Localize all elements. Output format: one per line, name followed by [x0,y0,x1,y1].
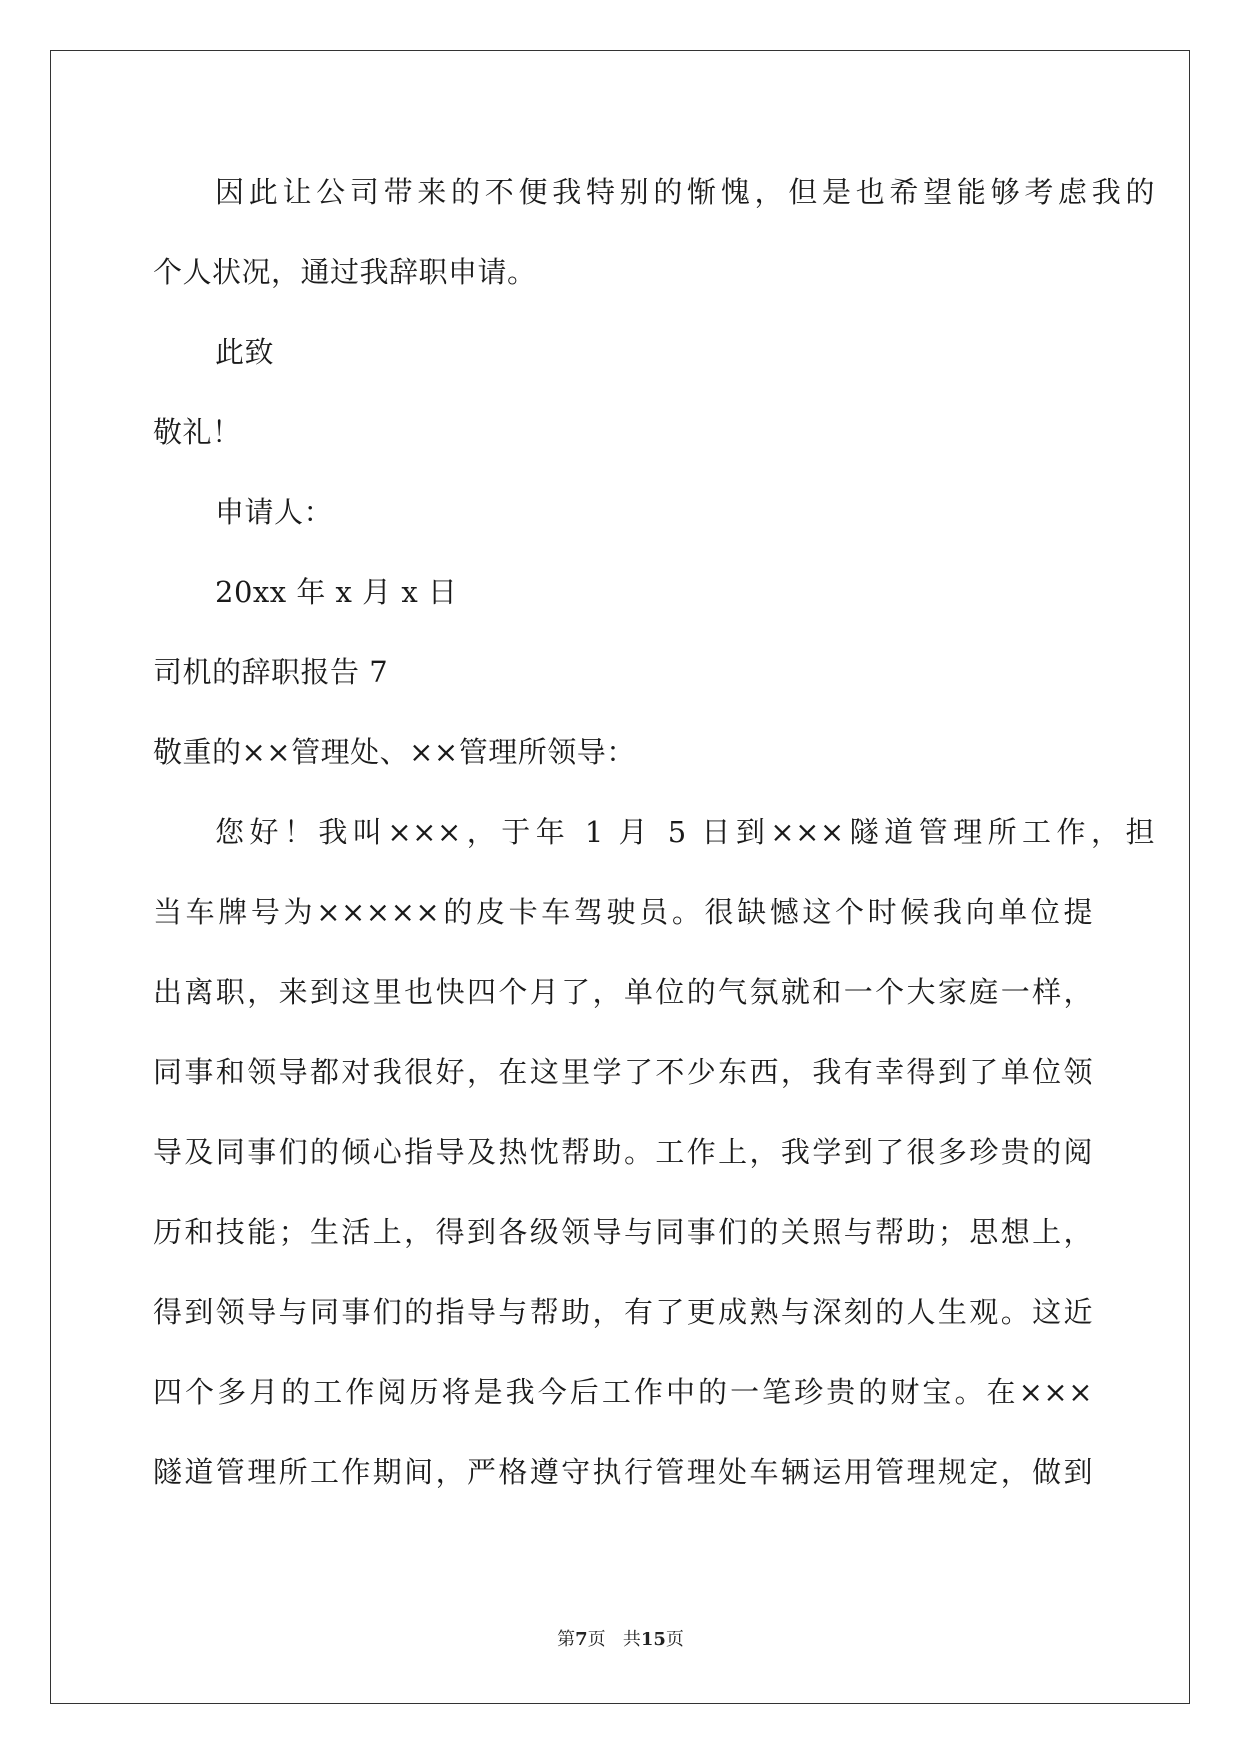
footer-prefix: 第 [557,1629,576,1650]
letter-greeting: 敬重的××管理处、××管理所领导： [153,735,636,769]
footer-total-suffix: 页 [665,1629,684,1650]
paragraph-line: 同事和领导都对我很好，在这里学了不少东西，我有幸得到了单位领 [153,1055,1093,1089]
page-footer [0,1628,1241,1652]
paragraph-line: 因此让公司带来的不便我特别的惭愧，但是也希望能够考虑我的 [215,175,1155,209]
paragraph-line: 历和技能；生活上，得到各级领导与同事们的关照与帮助；思想上， [153,1215,1093,1249]
section-title: 司机的辞职报告 7 [153,655,389,689]
paragraph-line: 出离职，来到这里也快四个月了，单位的气氛就和一个大家庭一样， [153,975,1093,1009]
footer-page-suffix: 页 [587,1629,606,1650]
applicant-label: 申请人： [215,495,334,529]
paragraph-line: 当车牌号为×××××的皮卡车驾驶员。很缺憾这个时候我向单位提 [153,895,1093,929]
current-page-number: 7 [575,1629,588,1650]
paragraph-line: 四个多月的工作阅历将是我今后工作中的一笔珍贵的财宝。在××× [153,1375,1093,1409]
paragraph-line: 得到领导与同事们的指导与帮助，有了更成熟与深刻的人生观。这近 [153,1295,1093,1329]
closing-salutation: 此致 [215,335,275,369]
footer-total-prefix: 共 [622,1629,641,1650]
total-pages-number: 15 [640,1629,666,1650]
date-line: 20xx 年 x 月 x 日 [215,575,458,609]
closing-respect: 敬礼！ [153,415,242,449]
paragraph-line: 个人状况，通过我辞职申请。 [153,255,537,289]
paragraph-line: 您好！我叫×××，于年 1 月 5 日到×××隧道管理所工作，担 [215,815,1155,849]
paragraph-line: 导及同事们的倾心指导及热忱帮助。工作上，我学到了很多珍贵的阅 [153,1135,1093,1169]
paragraph-line: 隧道管理所工作期间，严格遵守执行管理处车辆运用管理规定，做到 [153,1455,1093,1489]
